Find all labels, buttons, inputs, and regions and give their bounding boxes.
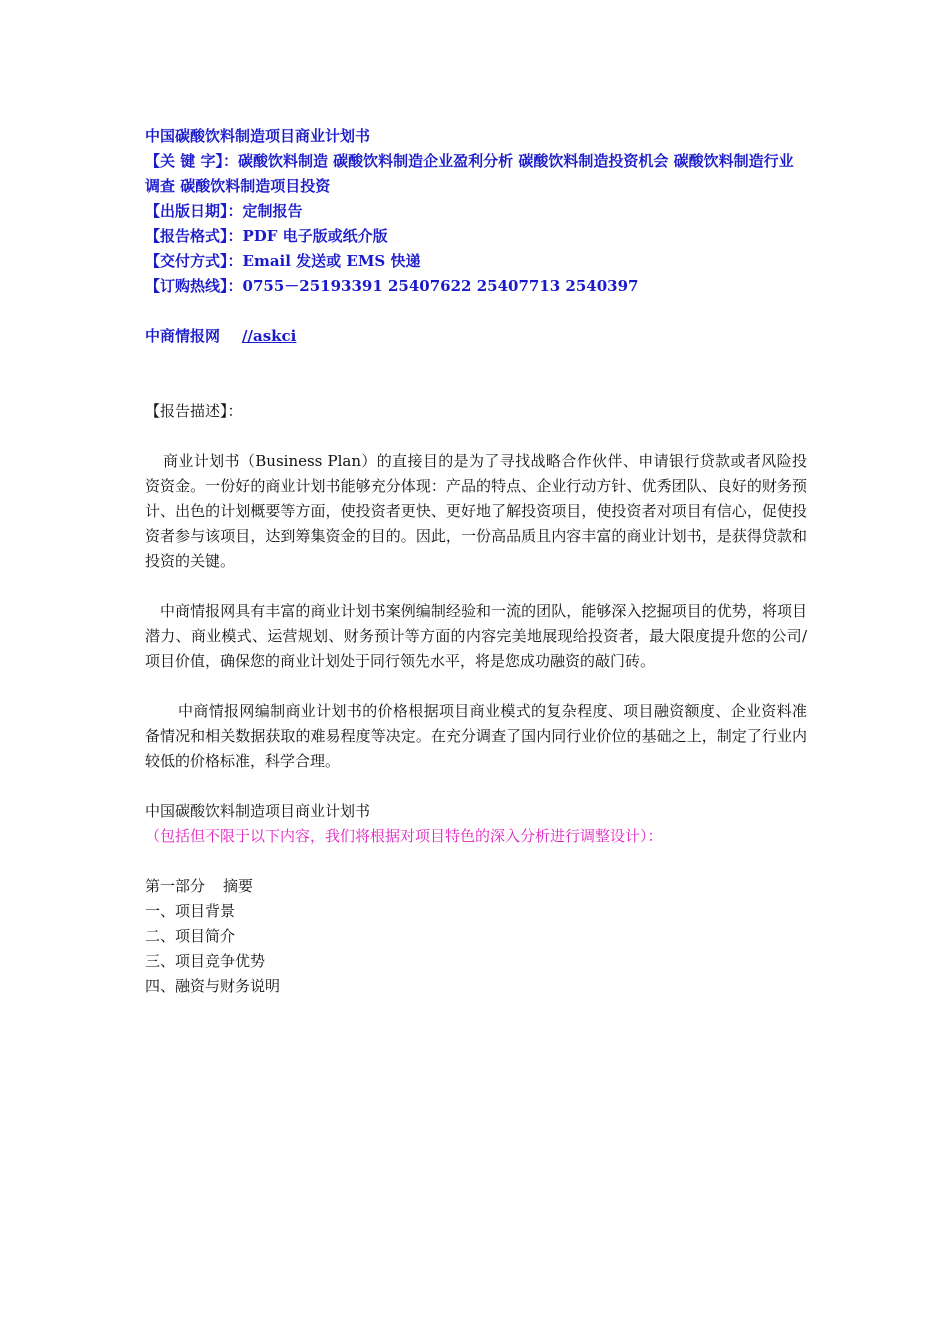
- description-label: 【报告描述】：: [145, 402, 243, 420]
- toc-item: 二、项目简介: [145, 927, 236, 945]
- keywords-line: [145, 149, 807, 199]
- toc-item: 三、项目竞争优势: [145, 952, 266, 970]
- report-header: [145, 124, 807, 299]
- description-paragraph-2: 中商情报网具有丰富的商业计划书案例编制经验和一流的团队，能够深入挖掘项目的优势，将项目潜力、商业模式、运营规划、财务预计等方面的内容完美地展现给投资者，最大限度提升您的公司/项目价值，确保您的商业计划处于同行领先水平，将是您成功融资的敲门砖。: [145, 602, 807, 670]
- toc-title: 中国碳酸饮料制造项目商业计划书: [145, 802, 371, 820]
- hotline-line: [145, 274, 807, 299]
- report-format-value: PDF 电子版或纸介版: [242, 227, 388, 245]
- publish-date-line: [145, 199, 807, 224]
- delivery-line: [145, 249, 807, 274]
- description-paragraph-1: 商业计划书（Business Plan）的直接目的是为了寻找战略合作伙伴、申请银行贷款或者风险投资资金。一份好的商业计划书能够充分体现：产品的特点、企业行动方针、优秀团队、良好的财务预计、出色的计划概要等方面，使投资者更快、更好地了解投资项目，使投资者对项目有信心，促使投资者参与该项目，达到筹集资金的目的。因此，一份高品质且内容丰富的商业计划书，是获得贷款和投资的关键。: [145, 452, 807, 570]
- description-paragraph-3: 中商情报网编制商业计划书的价格根据项目商业模式的复杂程度、项目融资额度、企业资料准备情况和相关数据获取的难易程度等决定。在充分调查了国内同行业价位的基础之上，制定了行业内较低的价格标准，科学合理。: [145, 702, 807, 770]
- report-format-line: [145, 224, 807, 249]
- keywords-label: 【关 键 字】：: [145, 152, 238, 170]
- publish-date-label: 【出版日期】：: [145, 202, 243, 220]
- toc-note: （包括但不限于以下内容，我们将根据对项目特色的深入分析进行调整设计）：: [145, 827, 663, 845]
- report-format-label: 【报告格式】：: [145, 227, 243, 245]
- source-name: 中商情报网: [145, 327, 221, 345]
- toc-part-label: 第一部分: [145, 877, 206, 895]
- toc-part-heading: [145, 874, 807, 899]
- publish-date-value: 定制报告: [242, 202, 303, 220]
- toc-item: 四、融资与财务说明: [145, 977, 281, 995]
- keywords-text: 碳酸饮料制造 碳酸饮料制造企业盈利分析 碳酸饮料制造投资机会 碳酸饮料制造行业调查 碳酸饮料制造项目投资: [145, 152, 794, 195]
- report-title: 中国碳酸饮料制造项目商业计划书: [145, 127, 371, 145]
- source-link[interactable]: //askci: [242, 327, 297, 345]
- delivery-value: Email 发送或 EMS 快递: [242, 252, 421, 270]
- hotline-label: 【订购热线】：: [145, 277, 243, 295]
- delivery-label: 【交付方式】：: [145, 252, 243, 270]
- toc-item: 一、项目背景: [145, 902, 236, 920]
- document-page: [145, 124, 807, 999]
- hotline-value: 0755－25193391 25407622 25407713 2540397: [242, 277, 639, 295]
- toc-part-title: 摘要: [223, 877, 254, 895]
- source-line: [145, 324, 807, 349]
